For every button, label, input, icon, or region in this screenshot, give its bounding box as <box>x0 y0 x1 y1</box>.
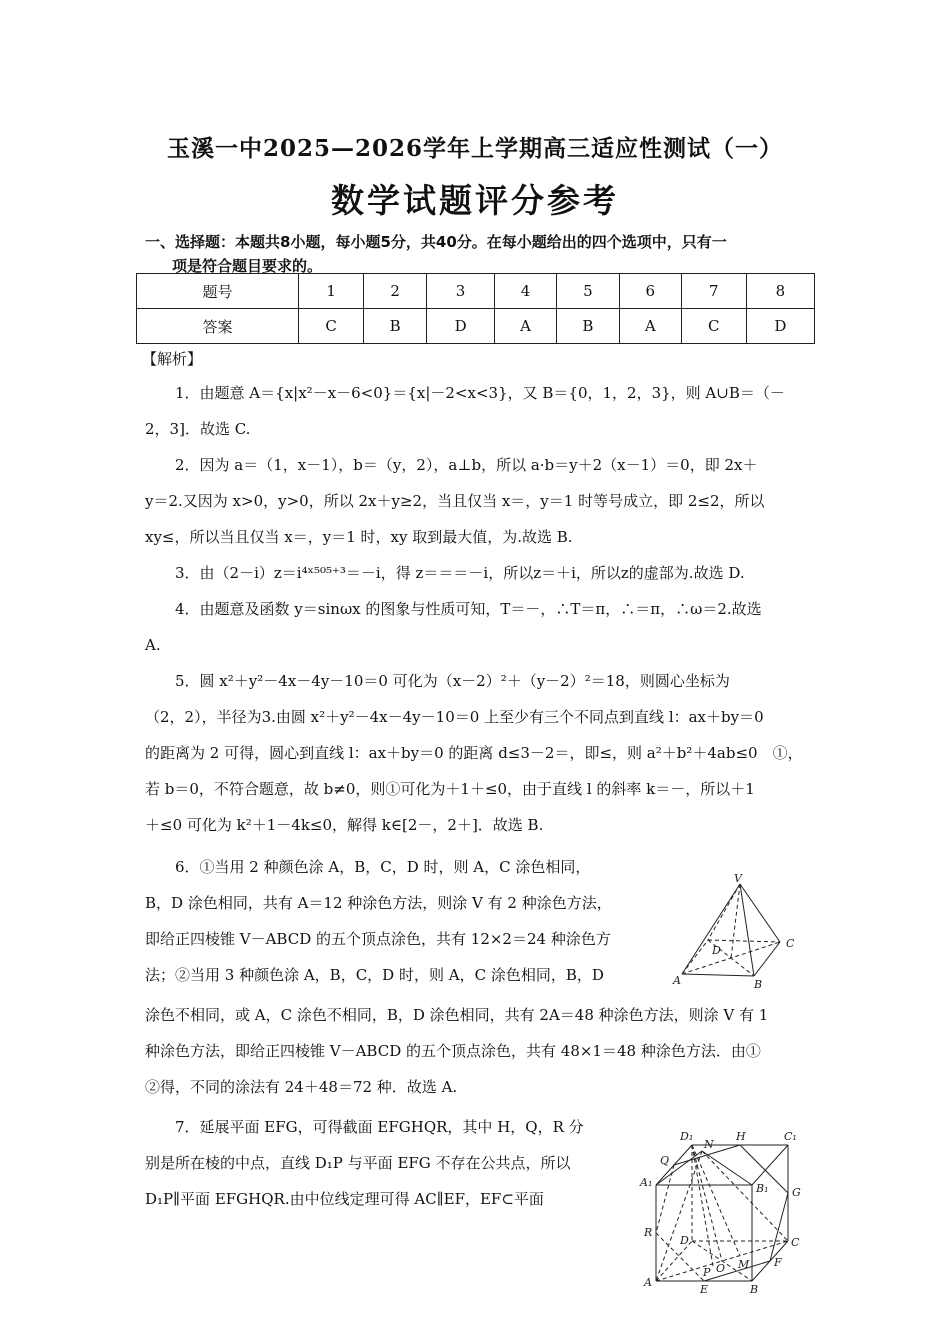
solution-4-line1: 4．由题意及函数 y＝sinωx 的图象与性质可知，T＝－，∴T＝π，∴＝π，∴ω＝2.故选 <box>175 600 762 618</box>
line-NC <box>702 1151 788 1241</box>
solution-7-line3: D₁P∥平面 EFGHQR.由中位线定理可得 AC∥EF，EF⊂平面 <box>145 1190 544 1208</box>
solution-6-line5: 涂色不相同，或 A，C 涂色不相同，B，D 涂色相同，共有 2A＝48 种涂色方法，则涂 V 有 1 <box>145 1006 769 1024</box>
cube-label-Q: Q <box>660 1154 670 1167</box>
solution-5-line5: ＋≤0 可化为 k²＋1－4k≤0，解得 k∈[2－，2＋]．故选 B. <box>145 816 544 834</box>
pyramid-edge-BC <box>754 942 780 976</box>
page-title: 玉溪一中2025—2026学年上学期高三适应性测试（一） <box>166 135 784 162</box>
solution-6-line6: 种涂色方法，即给正四棱锥 V－ABCD 的五个顶点涂色，共有 48×1＝48 种涂色方法．由① <box>145 1042 761 1060</box>
solution-6-line7: ②得，不同的涂法有 24＋48＝72 种．故选 A. <box>145 1078 458 1096</box>
answer-cell: B <box>556 309 619 344</box>
cube-label-G: G <box>792 1186 801 1199</box>
cube-edge-B1C1 <box>752 1145 788 1185</box>
cube-label-C: C <box>791 1236 800 1249</box>
line-D1P <box>692 1145 713 1266</box>
pyramid-label-C: C <box>786 937 795 950</box>
section-heading-line1: 一、选择题：本题共8小题，每小题5分，共40分。在每小题给出的四个选项中，只有一 <box>145 233 727 251</box>
solution-6-line4: 法；②当用 3 种颜色涂 A，B，C，D 时，则 A，C 涂色相同，B，D <box>145 966 604 984</box>
pyramid-edge-VA <box>682 884 740 974</box>
solution-6-line2: B，D 涂色相同，共有 A＝12 种涂色方法，则涂 V 有 2 种涂色方法， <box>145 894 612 912</box>
cube-label-E: E <box>700 1283 709 1296</box>
cube-label-N: N <box>704 1138 714 1151</box>
pyramid-figure <box>668 872 808 994</box>
cube-label-O: O <box>716 1262 726 1275</box>
table-row-question <box>137 274 815 309</box>
cube-label-C1: C₁ <box>784 1130 797 1143</box>
cube-figure <box>636 1126 816 1296</box>
answer-cell: C <box>681 309 746 344</box>
solution-7-line1: 7．延展平面 EFG，可得截面 EFGHQR，其中 H，Q，R 分 <box>175 1118 584 1136</box>
pyramid-edge-DC <box>708 940 780 942</box>
line-NB1 <box>702 1151 752 1185</box>
answer-cell: B <box>364 309 427 344</box>
section-heading <box>145 230 815 278</box>
solution-1-line2: 2，3]．故选 C. <box>145 420 251 438</box>
pyramid-edge-VB <box>740 884 754 976</box>
row-label-answer: 答案 <box>137 309 299 344</box>
cube-label-R: R <box>644 1226 653 1239</box>
answer-cell: C <box>299 309 364 344</box>
solution-3-line1: 3．由（2－i）z＝i⁴ˣ⁵⁰⁵⁺³＝－i，得 z＝＝＝－i，所以z＝＋i，所以z的虚部为.故选 D. <box>175 564 745 582</box>
cube-label-D1: D₁ <box>680 1130 694 1143</box>
solution-5-line4: 若 b＝0，不符合题意，故 b≠0，则①可化为＋1＋≤0，由于直线 l 的斜率 k＝－，所以＋1 <box>145 780 755 798</box>
solution-6-line1: 6．①当用 2 种颜色涂 A，B，C，D 时，则 A，C 涂色相同， <box>175 858 591 876</box>
section-edge-EF <box>704 1261 770 1281</box>
question-number: 7 <box>681 274 746 309</box>
cube-label-B1: B₁ <box>756 1182 769 1195</box>
answer-table <box>136 273 815 344</box>
answer-cell: A <box>619 309 681 344</box>
question-number: 3 <box>427 274 495 309</box>
analysis-label: 【解析】 <box>142 350 203 368</box>
solution-4-line2: A. <box>145 636 161 654</box>
table-row-answer <box>137 309 815 344</box>
pyramid-label-V: V <box>734 872 742 885</box>
page-subtitle: 数学试题评分参考 <box>331 181 619 220</box>
cube-label-M: M <box>738 1258 750 1271</box>
section-heading-line2: 项是符合题目要求的。 <box>172 257 323 275</box>
answer-cell: D <box>746 309 814 344</box>
pyramid-edge-VD <box>708 884 740 940</box>
pyramid-label-B: B <box>754 978 763 991</box>
cube-label-D: D <box>680 1234 689 1247</box>
solution-6-line3: 即给正四棱锥 V－ABCD 的五个顶点涂色，共有 12×2＝24 种涂色方 <box>145 930 611 948</box>
solution-5-line3: 的距离为 2 可得，圆心到直线 l：ax＋by＝0 的距离 d≤3－2＝，即≤，则 a²＋b²＋4ab≤0 ①， <box>145 744 803 762</box>
line-NA <box>656 1151 702 1281</box>
line-D1M <box>692 1145 740 1256</box>
cube-label-P: P <box>703 1266 711 1279</box>
solution-2-line3: xy≤，所以当且仅当 x＝，y＝1 时，xy 取到最大值，为.故选 B. <box>145 528 573 546</box>
answer-cell: A <box>495 309 557 344</box>
solution-5-line1: 5．圆 x²＋y²－4x－4y－10＝0 可化为（x－2）²＋（y－2）²＝18，则圆心坐标为 <box>175 672 730 690</box>
solution-2-line1: 2．因为 a＝（1，x－1），b＝（y，2），a⊥b，所以 a·b＝y＋2（x－1）＝0，即 2x＋ <box>175 456 758 474</box>
pyramid-label-D: D <box>712 944 721 957</box>
row-label-question: 题号 <box>137 274 299 309</box>
question-number: 1 <box>299 274 364 309</box>
question-number: 4 <box>495 274 557 309</box>
question-number: 5 <box>556 274 619 309</box>
cube-label-A1: A₁ <box>640 1176 653 1189</box>
question-number: 8 <box>746 274 814 309</box>
cube-label-H: H <box>736 1130 746 1143</box>
solution-2-line2: y＝2.又因为 x>0，y>0，所以 2x＋y≥2，当且仅当 x＝，y＝1 时等号成立，即 2≤2，所以 <box>145 492 765 510</box>
cube-label-B: B <box>750 1283 759 1296</box>
cube-edge-AD <box>656 1241 692 1281</box>
pyramid-edge-AD <box>682 940 708 974</box>
pyramid-edge-VC <box>740 884 780 942</box>
question-number: 6 <box>619 274 681 309</box>
solution-7-line2: 别是所在棱的中点，直线 D₁P 与平面 EFG 不存在公共点，所以 <box>145 1154 571 1172</box>
cube-label-A: A <box>644 1276 652 1289</box>
pyramid-label-A: A <box>673 974 681 987</box>
answer-cell: D <box>427 309 495 344</box>
cube-label-F: F <box>774 1256 782 1269</box>
question-number: 2 <box>364 274 427 309</box>
solution-5-line2: （2，2），半径为3.由圆 x²＋y²－4x－4y－10＝0 上至少有三个不同点到直线 l：ax＋by＝0 <box>145 708 764 726</box>
solution-1-line1: 1．由题意 A＝{x|x²－x－6<0}＝{x|－2<x<3}，又 B＝{0，1，2，3}，则 A∪B＝（－ <box>175 384 785 402</box>
pyramid-edge-AB <box>682 974 754 976</box>
